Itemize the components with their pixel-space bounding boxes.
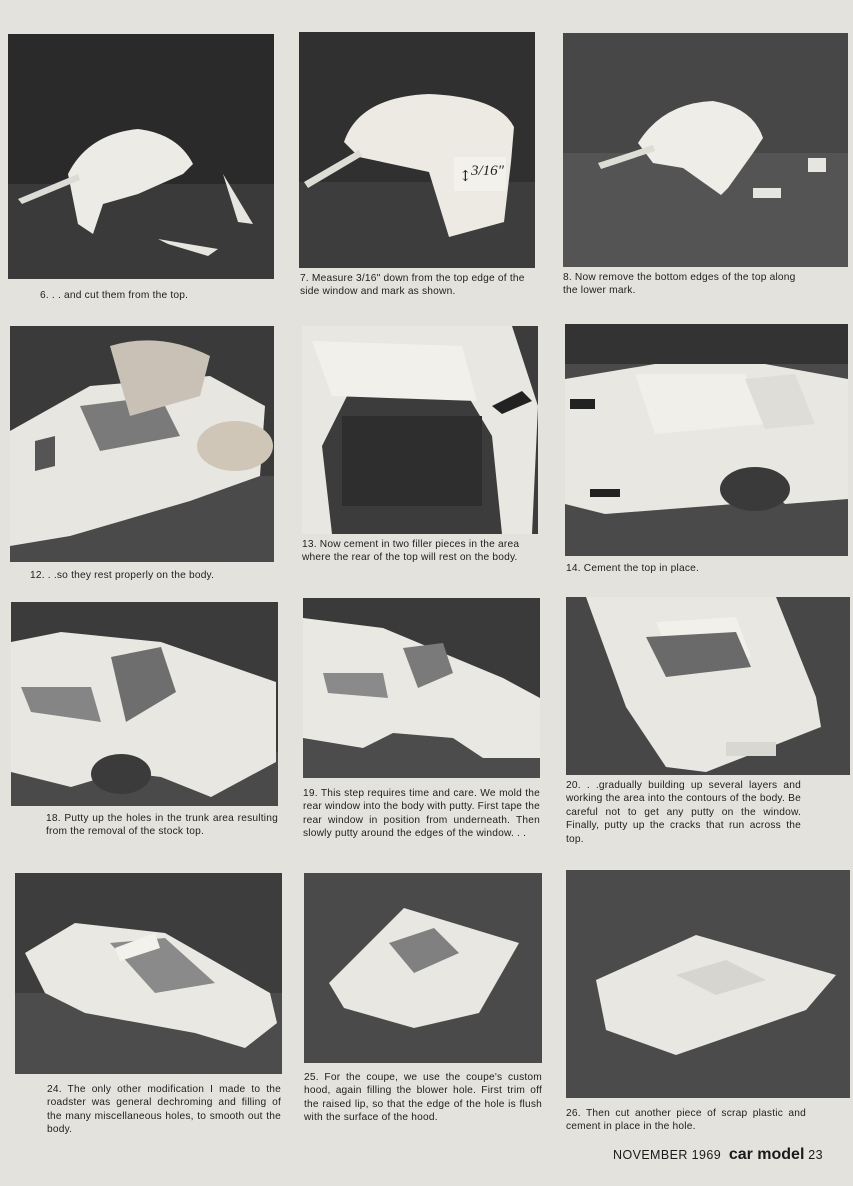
caption-step-7: 7. Measure 3/16" down from the top edge of the side window and mark as shown.: [300, 273, 525, 298]
caption-step-14: 14. Cement the top in place.: [566, 563, 700, 574]
photo-step-25: [304, 873, 542, 1063]
measurement-label: 3/16": [471, 163, 504, 179]
caption-step-19: 19. This step requires time and care. We mold the rear window into the body with putty. First tape the rear window in position from underneath. Then slowly putty around the edges of the window. . .: [303, 788, 540, 840]
footer-page-number: 23: [808, 1148, 823, 1162]
page-footer: [613, 1146, 823, 1164]
caption-step-25: 25. For the coupe, we use the coupe's custom hood, again filling the blower hole. First trim off the raised lip, so that the edge of the hole is flush with the surface of the hood.: [304, 1072, 542, 1124]
photo-step-20: [566, 597, 850, 775]
caption-step-24: 24. The only other modification I made to the roadster was general dechroming and filling of the many miscellaneous holes, to smooth out the body.: [47, 1084, 281, 1136]
caption-step-8: 8. Now remove the bottom edges of the top along the lower mark.: [563, 272, 796, 297]
measurement-mark: ↕: [459, 167, 472, 185]
photo-step-18: [11, 602, 278, 806]
photo-step-24: [15, 873, 282, 1074]
caption-step-20: 20. . .gradually building up several layers and working the area into the contours of the body. Be careful not to get any putty on the window. Finally, putty up the cracks that run across the top.: [566, 780, 801, 845]
photo-step-13: [302, 326, 538, 534]
footer-magazine: car model: [728, 1146, 805, 1163]
photo-step-19: [303, 598, 540, 778]
footer-issue: NOVEMBER 1969: [613, 1148, 722, 1162]
caption-step-26: 26. Then cut another piece of scrap plastic and cement in place in the hole.: [566, 1108, 806, 1133]
photo-step-14: [565, 324, 848, 556]
photo-step-7: [299, 32, 535, 268]
caption-step-18: 18. Putty up the holes in the trunk area resulting from the removal of the stock top.: [46, 813, 278, 838]
photo-step-8: [563, 33, 848, 267]
caption-step-12: 12. . .so they rest properly on the body.: [30, 570, 215, 581]
photo-step-6: [8, 34, 274, 279]
caption-step-6: 6. . . and cut them from the top.: [40, 290, 189, 301]
photo-step-12: [10, 326, 274, 562]
caption-step-13: 13. Now cement in two filler pieces in the area where the rear of the top will rest on the body.: [302, 539, 520, 564]
photo-step-26: [566, 870, 850, 1098]
